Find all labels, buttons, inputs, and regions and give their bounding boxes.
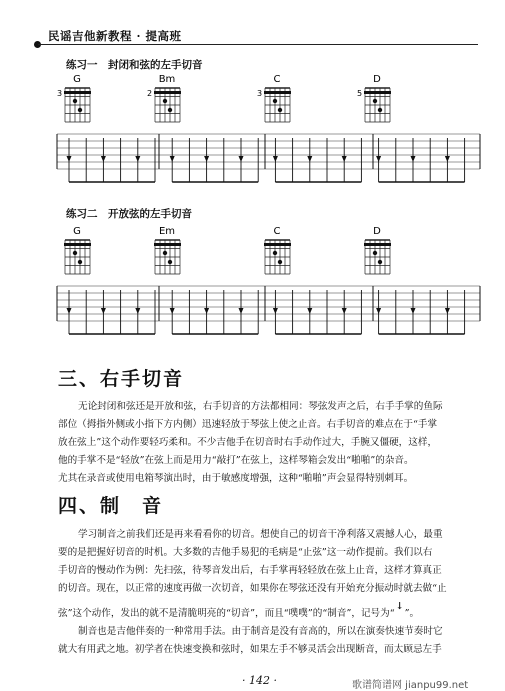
- chord-name: G: [73, 74, 81, 85]
- exercise2-chord-diagrams: [64, 226, 391, 274]
- exercise1-notation: [55, 72, 485, 192]
- section3-heading: 三、右手切音: [58, 368, 185, 390]
- chord-barre: [154, 91, 181, 94]
- strum-arrow-icon: [376, 308, 381, 314]
- chord-finger-dot: [278, 260, 282, 264]
- chord-finger-dot: [168, 260, 172, 264]
- strum-arrow-icon: [307, 156, 312, 162]
- chord-finger-dot: [373, 251, 377, 255]
- chord-fret-number: 2: [147, 89, 153, 98]
- strum-arrow-icon: [101, 156, 106, 162]
- header-rule: [38, 44, 478, 45]
- chord-finger-dot: [73, 99, 77, 103]
- section3-line: 放在弦上”这个动作要轻巧柔和。不少吉他手在切音时右手动作过大，手腕又僵硬，这样，: [58, 437, 438, 448]
- section4-line-with-symbol: [58, 598, 478, 623]
- section3-line: 部位（拇指外侧或小指下方内侧）迅速轻放于琴弦上使之止音。右手切音的难点在于“手掌: [58, 419, 438, 430]
- chord-finger-dot: [378, 260, 382, 264]
- section4-symbol-note: ”。: [404, 608, 420, 619]
- section4-line: 弦”这个动作，发出的就不是清脆明亮的“切音”，而且“噗噗”的“制音”，记号为“: [58, 608, 395, 619]
- strum-arrow-icon: [67, 308, 72, 314]
- strum-arrow-icon: [342, 308, 347, 314]
- strum-arrow-icon: [170, 308, 175, 314]
- chord-finger-dot: [163, 251, 167, 255]
- section4-line: 的切音。现在，以正常的速度再做一次切音，如果你在琴弦还没有开始充分振动时就去做“止: [58, 583, 447, 594]
- strum-arrow-icon: [204, 156, 209, 162]
- section4-line: 手切音的慢动作为例：先扫弦，待琴音发出后，右手掌再轻轻放在弦上止音，这样才算真正: [58, 565, 442, 576]
- chord-finger-dot: [373, 99, 377, 103]
- chord-barre: [264, 91, 291, 94]
- chord-name: Em: [158, 226, 176, 237]
- strum-arrow-icon: [411, 308, 416, 314]
- chord-fret-number: 3: [257, 89, 263, 98]
- chord-name: Bm: [158, 74, 176, 85]
- chord-barre: [364, 91, 391, 94]
- exercise1-tablature: [57, 134, 480, 182]
- chord-name: C: [273, 74, 281, 85]
- section4-line: 学习制音之前我们还是再来看看你的切音。想使自己的切音干净利落又震撼人心，最重: [78, 529, 443, 540]
- strum-arrow-icon: [376, 156, 381, 162]
- strum-arrow-icon: [204, 308, 209, 314]
- strum-arrow-icon: [239, 308, 244, 314]
- strum-arrow-icon: [135, 156, 140, 162]
- exercise2-tablature: [57, 286, 480, 334]
- exercise1-chord-diagrams: [57, 74, 391, 122]
- section4-line: 要的是把握好切音的时机。大多数的吉他手易犯的毛病是“止弦”这一动作提前。我们以右: [58, 547, 433, 558]
- strum-arrow-icon: [67, 156, 72, 162]
- section4-line: 制音也是吉他伴奏的一种常用手法。由于制音是没有音高的，所以在演奏快速节奏时它: [78, 626, 443, 637]
- chord-finger-dot: [78, 108, 82, 112]
- strum-arrow-icon: [135, 308, 140, 314]
- strum-arrow-icon: [445, 156, 450, 162]
- exercise2-title: 练习二 开放弦的左手切音: [66, 208, 192, 220]
- running-header: 民谣吉他新教程 · 提高班: [48, 29, 182, 43]
- chord-name: D: [373, 74, 381, 85]
- chord-fret-number: 3: [57, 89, 63, 98]
- strum-arrow-icon: [170, 156, 175, 162]
- chord-finger-dot: [163, 99, 167, 103]
- chord-barre: [264, 243, 291, 246]
- page-number: · 142 ·: [242, 674, 277, 687]
- chord-finger-dot: [278, 108, 282, 112]
- chord-barre: [154, 243, 181, 246]
- exercise1-title: 练习一 封闭和弦的左手切音: [66, 59, 203, 71]
- chord-barre: [64, 91, 91, 94]
- chord-finger-dot: [168, 108, 172, 112]
- chord-finger-dot: [273, 251, 277, 255]
- chord-name: C: [273, 226, 281, 237]
- section4-line: 就大有用武之地。初学者在快速变换和弦时，如果左手不够灵活会出现断音，而太顾忌左手: [58, 644, 442, 655]
- chord-finger-dot: [73, 251, 77, 255]
- strum-arrow-icon: [342, 156, 347, 162]
- watermark: 歌谱简谱网 jianpu99.net: [352, 680, 469, 691]
- section3-line: 无论封闭和弦还是开放和弦，右手切音的方法都相同：琴弦发声之后，右手手掌的鱼际: [78, 401, 443, 412]
- chord-barre: [64, 243, 91, 246]
- strum-arrow-icon: [101, 308, 106, 314]
- strum-arrow-icon: [307, 308, 312, 314]
- section3-body: [58, 398, 478, 488]
- chord-fret-number: 5: [357, 89, 363, 98]
- chord-name: D: [373, 226, 381, 237]
- strum-arrow-icon: [445, 308, 450, 314]
- section3-line: 尤其在录音或使用电箱琴演出时，由于敏感度增强，这种“啪啪”声会显得特别刺耳。: [58, 473, 414, 484]
- strum-arrow-icon: [273, 156, 278, 162]
- chord-finger-dot: [273, 99, 277, 103]
- strum-arrow-icon: [273, 308, 278, 314]
- strum-arrow-icon: [239, 156, 244, 162]
- chord-finger-dot: [378, 108, 382, 112]
- section4-heading: 四、制 音: [58, 495, 164, 517]
- chord-name: G: [73, 226, 81, 237]
- chord-finger-dot: [78, 260, 82, 264]
- exercise2-notation: [55, 222, 485, 347]
- section3-line: 他的手掌不是“轻放”在弦上而是用力“敲打”在弦上，这样琴箱会发出“啪啪”的杂音。: [58, 455, 414, 466]
- chord-barre: [364, 243, 391, 246]
- mute-symbol-icon: ↓: [395, 601, 404, 612]
- section4-body: [58, 526, 478, 659]
- strum-arrow-icon: [411, 156, 416, 162]
